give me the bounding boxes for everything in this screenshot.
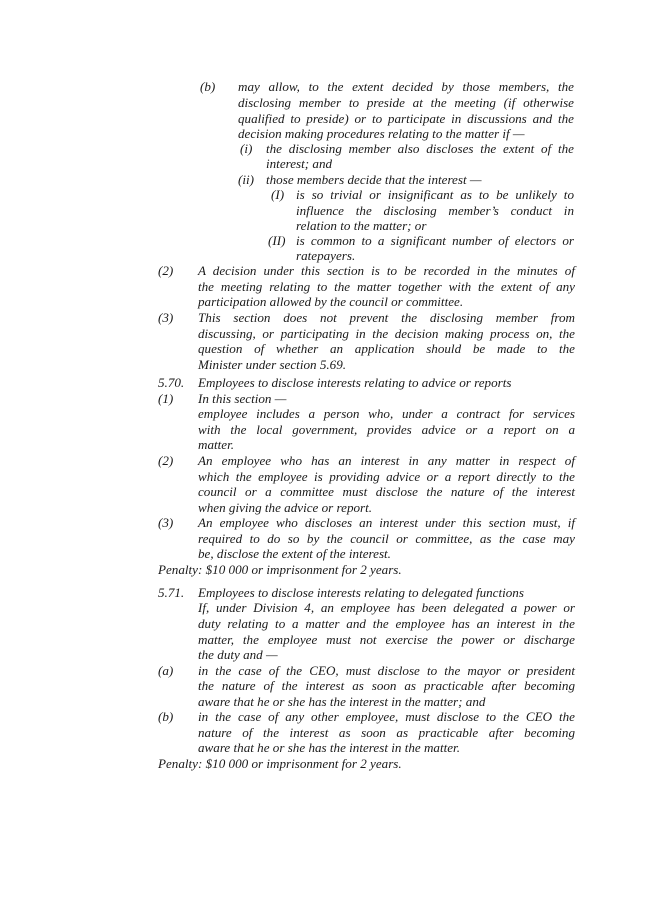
section-571-a-label: (a) [158,663,174,678]
subsection-2-label: (2) [158,263,174,278]
section-571-b-line: in the case of any other employee, must disclose to the CEO the [198,709,575,724]
section-570-s2-line: An employee who has an interest in any matter in respect of [198,453,575,468]
section-570-s1-line: employee includes a person who, under a contract for services [198,406,575,421]
subsection-3-line: This section does not prevent the disclosing member from [198,310,575,325]
section-571-b-label: (b) [158,709,174,724]
para-I-line: relation to the matter; or [296,218,427,233]
subsection-2-line: A decision under this section is to be recorded in the minutes of [198,263,575,278]
section-570-s3-line: required to do so by the council or committee, as the case may [198,531,575,546]
subsection-3-line: question of whether an application should be made to the [198,341,575,356]
section-571-intro-line: If, under Division 4, an employee has been delegated a power or [198,600,575,615]
para-b-line: may allow, to the extent decided by those members, the [238,79,574,94]
section-570-number: 5.70. [158,375,185,390]
section-570-s1-line: In this section — [198,391,287,406]
subsection-2-line: participation allowed by the council or committee. [198,294,464,309]
section-571-a-line: the nature of the interest as soon as practicable after becoming [198,678,575,693]
para-II-label: (II) [268,233,286,248]
section-571-a-line: in the case of the CEO, must disclose to the mayor or president [198,663,575,678]
section-570-s1-line: with the local government, provides advice or a report on a [198,422,575,437]
section-571-b-line: aware that he or she has the interest in the matter. [198,740,460,755]
subsection-3-line: discussing, or participating in the decision making process on, the [198,326,575,341]
section-570-heading: Employees to disclose interests relating to advice or reports [198,375,512,390]
section-570-s3-label: (3) [158,515,174,530]
para-II-line: is common to a significant number of electors or [296,233,574,248]
subsection-2-line: the meeting relating to the matter together with the extent of any [198,279,575,294]
subsection-3-line: Minister under section 5.69. [198,357,347,372]
para-i-line: the disclosing member also discloses the extent of the [266,141,574,156]
para-b-label: (b) [200,79,216,94]
section-570-s3-line: An employee who discloses an interest under this section must, if [198,515,575,530]
section-571-intro-line: the duty and — [198,647,278,662]
para-b-line: disclosing member to preside at the meeting (if otherwise [238,95,574,110]
section-570-s2-label: (2) [158,453,174,468]
section-570-s1-label: (1) [158,391,174,406]
section-570-s2-line: council or a committee must disclose the nature of the interest [198,484,575,499]
para-i-line: interest; and [266,156,333,171]
para-b-line: decision making procedures relating to the matter if — [238,126,525,141]
para-II-line: ratepayers. [296,248,356,263]
para-i-label: (i) [240,141,253,156]
section-571-intro-line: matter, the employee must not exercise the power or discharge [198,632,575,647]
section-571-a-line: aware that he or she has the interest in the matter; and [198,694,486,709]
section-571-heading: Employees to disclose interests relating to delegated functions [198,585,524,600]
section-570-penalty: Penalty: $10 000 or imprisonment for 2 years. [158,562,402,577]
para-I-line: influence the disclosing member’s conduct in [296,203,574,218]
section-570-s2-line: which the employee is providing advice or a report directly to the [198,469,575,484]
para-b-line: qualified to preside) or to participate in discussions and the [238,111,574,126]
para-I-line: is so trivial or insignificant as to be unlikely to [296,187,574,202]
section-571-b-line: nature of the interest as soon as practicable after becoming [198,725,575,740]
section-570-s1-line: matter. [198,437,235,452]
para-ii-line: those members decide that the interest — [266,172,482,187]
section-571-number: 5.71. [158,585,185,600]
para-ii-label: (ii) [238,172,254,187]
section-570-s3-line: be, disclose the extent of the interest. [198,546,391,561]
section-571-intro-line: duty relating to a matter and the employee has an interest in the [198,616,575,631]
subsection-3-label: (3) [158,310,174,325]
para-I-label: (I) [271,187,285,202]
section-571-penalty: Penalty: $10 000 or imprisonment for 2 years. [158,756,402,771]
section-570-s2-line: when giving the advice or report. [198,500,373,515]
